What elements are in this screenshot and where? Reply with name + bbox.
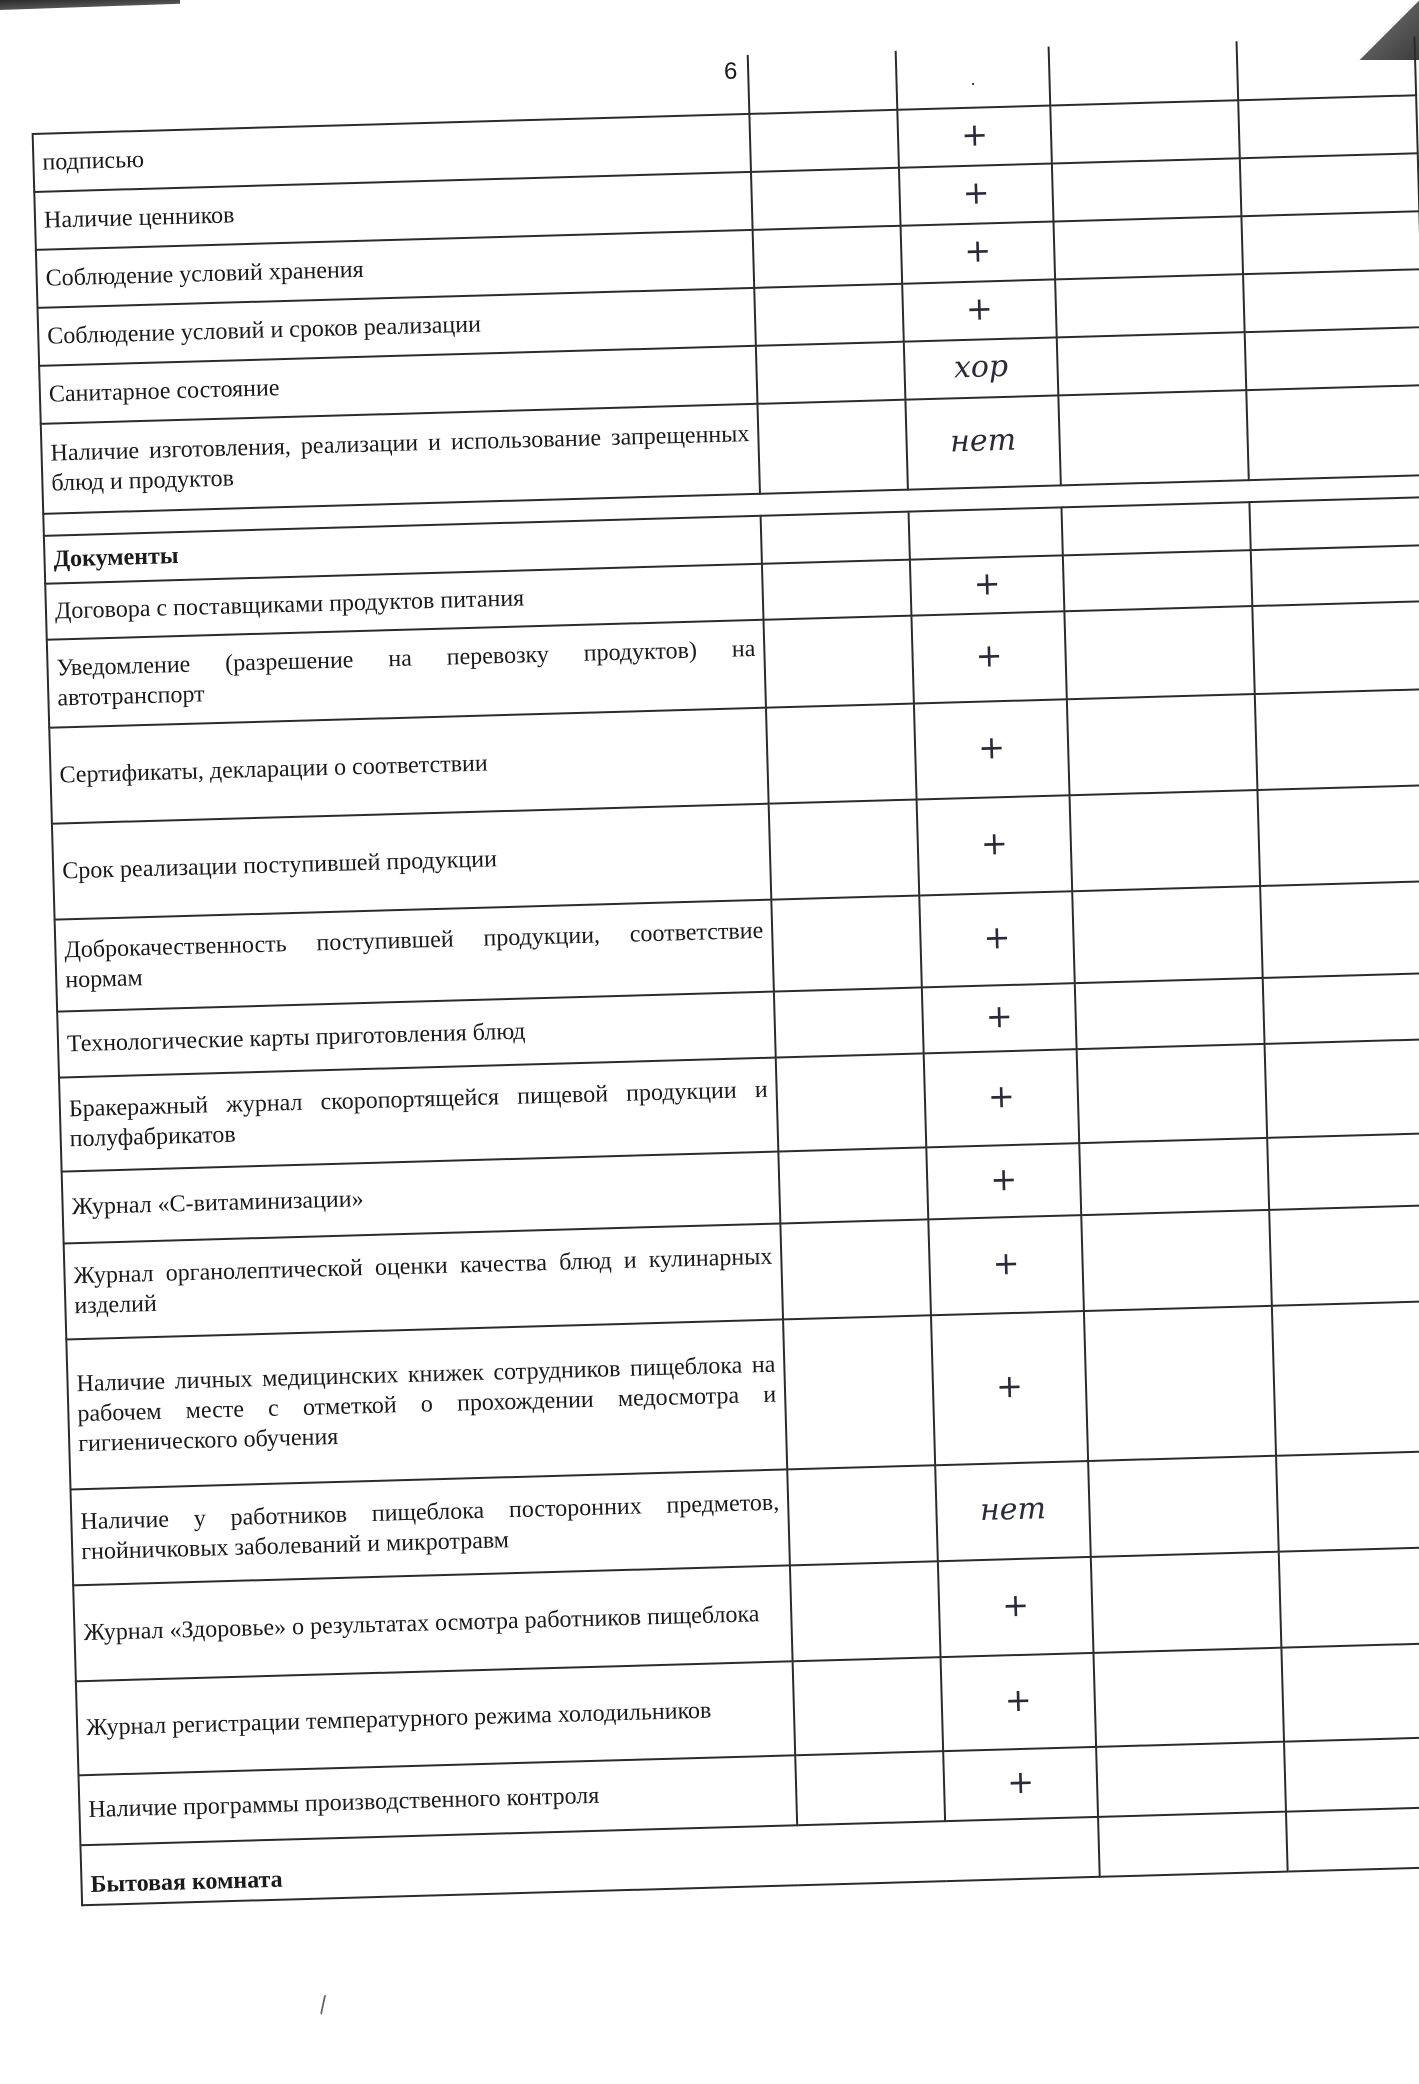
col3-cell (1091, 1552, 1282, 1653)
col3-cell (1070, 790, 1261, 891)
col4-cell (1238, 95, 1418, 158)
handwritten-mark: нет (979, 1491, 1047, 1529)
item-label: Доброкачественность поступившей продукции, соответствие нормам (55, 900, 774, 1012)
col4-cell (1245, 327, 1419, 390)
col4-cell (1251, 545, 1419, 606)
col1-cell (757, 400, 907, 494)
col1-cell (793, 1657, 944, 1755)
mark-cell (910, 555, 1065, 615)
mark-cell (904, 337, 1059, 399)
col1-cell (754, 284, 904, 346)
handwritten-mark: + (975, 636, 1004, 675)
mark-cell (941, 1653, 1097, 1751)
mark-cell (943, 1747, 1098, 1821)
mark-cell (922, 983, 1077, 1053)
mark-cell (909, 507, 1063, 559)
inspection-checklist-table (30, 36, 1419, 1906)
col1-cell (790, 1561, 941, 1661)
col1-cell (751, 168, 901, 230)
mark-cell (899, 164, 1054, 226)
item-label: Технологические карты приготовления блюд (57, 992, 776, 1078)
handwritten-mark: + (960, 115, 989, 155)
col3-cell (1096, 1742, 1286, 1817)
col4-cell (1249, 497, 1419, 550)
handwritten-mark: + (989, 1159, 1018, 1199)
col1-cell (762, 560, 912, 620)
col1-cell (763, 616, 913, 708)
item-label: Сертификаты, декларации о соответствии (49, 708, 768, 824)
col1-cell (795, 1751, 945, 1825)
col3-cell (1053, 216, 1243, 279)
col3-cell (1088, 1456, 1279, 1557)
col1-cell (778, 1147, 928, 1223)
col4-cell (1265, 1039, 1419, 1138)
scan-shadow-top-left (0, 0, 180, 10)
col3-cell (1061, 502, 1250, 555)
col1-cell (769, 800, 920, 900)
col4-cell (1284, 1737, 1419, 1812)
handwritten-mark: нет (949, 422, 1017, 460)
col1-cell (783, 1315, 935, 1469)
section-title: Документы (44, 516, 762, 584)
col4-cell (1276, 1451, 1419, 1552)
col4-cell (1240, 153, 1419, 216)
item-label: Журнал органолептической оценки качества блюд и кулинарных изделий (64, 1223, 783, 1339)
col3-cell (1050, 100, 1240, 163)
col1-cell (761, 512, 910, 564)
col1-cell (756, 342, 906, 404)
col1-cell (771, 895, 922, 991)
col1-cell (749, 110, 899, 172)
item-label: Срок реализации поступившей продукции (52, 804, 771, 920)
col4-cell (1281, 1643, 1419, 1742)
col4-cell (1272, 1301, 1419, 1456)
mark-cell (897, 106, 1052, 168)
item-label: Санитарное состояние (39, 346, 757, 424)
mark-cell (911, 611, 1066, 703)
item-label: Журнал «Здоровье» о результатах осмотра работников пищеблока (73, 1565, 792, 1681)
col3-cell (1081, 1210, 1272, 1311)
handwritten-mark: + (980, 824, 1009, 863)
mark-cell (917, 795, 1073, 895)
col3-cell (1067, 694, 1258, 795)
stray-pen-mark (320, 1995, 329, 2016)
mark-cell (914, 699, 1070, 799)
section-title: Бытовая комната (80, 1817, 1099, 1905)
mark-cell (902, 279, 1057, 341)
dot-mark: . (970, 68, 976, 89)
handwritten-mark: хор (953, 348, 1009, 386)
item-label: Наличие у работников пищеблока посторонних предметов, гнойничковых заболеваний и микротравм (71, 1469, 790, 1585)
col4-cell (1252, 601, 1419, 694)
handwritten-mark: + (985, 996, 1014, 1036)
col3-cell (1072, 886, 1262, 983)
col3-cell (1058, 390, 1248, 485)
col1-cell (753, 226, 903, 288)
mark-cell (935, 1461, 1091, 1561)
handwritten-mark: + (963, 231, 992, 270)
col3-cell (1093, 1648, 1284, 1747)
col3-cell (1075, 978, 1265, 1049)
mark-cell (905, 395, 1060, 489)
col3-cell (1077, 1044, 1268, 1143)
col3-cell (1055, 274, 1245, 337)
col1-cell (776, 1053, 927, 1151)
col4-cell (1243, 269, 1419, 332)
handwritten-mark: + (1006, 1762, 1035, 1802)
col3-cell (1064, 606, 1254, 699)
handwritten-mark: + (1004, 1680, 1033, 1720)
handwritten-mark: + (987, 1076, 1016, 1116)
col4-cell (1260, 881, 1419, 978)
checklist-sheet (30, 38, 1419, 1907)
col4-cell (1246, 385, 1419, 480)
handwritten-mark: + (1001, 1585, 1030, 1625)
item-label: Журнал регистрации температурного режима холодильников (76, 1661, 795, 1775)
item-label: Наличие изготовления, реализации и использование запрещенных блюд и продуктов (41, 404, 760, 514)
item-label: Наличие личных медицинских книжек сотрудников пищеблока на рабочем месте с отметкой о прохождении медосмотра и гигиенического обучения (66, 1319, 787, 1489)
col4-cell (1279, 1547, 1419, 1648)
handwritten-mark: + (973, 564, 1002, 603)
page-number: 6 (724, 58, 738, 85)
item-label: Журнал «С-витаминизации» (62, 1152, 781, 1244)
col3-cell (1049, 41, 1239, 105)
col3-cell (1052, 158, 1242, 221)
col4-cell (1237, 36, 1417, 100)
col1-cell (774, 987, 924, 1057)
item-label: Уведомление (разрешение на перевозку продуктов) на автотранспорт (47, 620, 766, 728)
handwritten-mark: + (965, 289, 994, 328)
col4-cell (1257, 785, 1419, 886)
col3-cell (1079, 1138, 1269, 1215)
col4-cell (1241, 211, 1419, 274)
col3-cell (1057, 332, 1247, 395)
col4-cell (1263, 973, 1419, 1044)
item-label: Договора с поставщиками продуктов питания (45, 564, 763, 640)
item-label: подписью (33, 114, 751, 192)
mark-cell (896, 47, 1051, 110)
col3-cell (1084, 1306, 1276, 1461)
handwritten-mark: + (977, 728, 1006, 767)
mark-cell (901, 221, 1056, 283)
col3-cell (1098, 1812, 1288, 1877)
handwritten-mark: + (995, 1366, 1024, 1406)
col4-cell (1269, 1205, 1419, 1306)
mark-cell (938, 1557, 1094, 1657)
handwritten-mark: + (983, 917, 1011, 957)
mark-cell (926, 1143, 1081, 1219)
item-label: Наличие ценников (34, 172, 752, 250)
item-label: Соблюдение условий хранения (36, 230, 754, 308)
col4-cell (1267, 1133, 1419, 1210)
mark-cell (928, 1215, 1084, 1315)
item-label: Соблюдение условий и сроков реализации (38, 288, 756, 366)
col1-cell (766, 704, 917, 804)
col1-cell (787, 1465, 938, 1565)
item-label: Наличие программы производственного контроля (78, 1755, 797, 1845)
handwritten-mark: + (962, 173, 991, 212)
handwritten-mark: + (992, 1243, 1020, 1283)
mark-cell (924, 1049, 1080, 1147)
col4-cell (1286, 1807, 1419, 1872)
mark-cell (919, 891, 1075, 987)
col4-cell (1255, 689, 1419, 790)
mark-cell (931, 1311, 1088, 1465)
col3-cell (1063, 550, 1252, 611)
col1-cell (780, 1219, 931, 1319)
item-label: Бракеражный журнал скоропортящейся пищевой продукции и полуфабрикатов (59, 1058, 778, 1172)
col1-cell (748, 51, 898, 114)
